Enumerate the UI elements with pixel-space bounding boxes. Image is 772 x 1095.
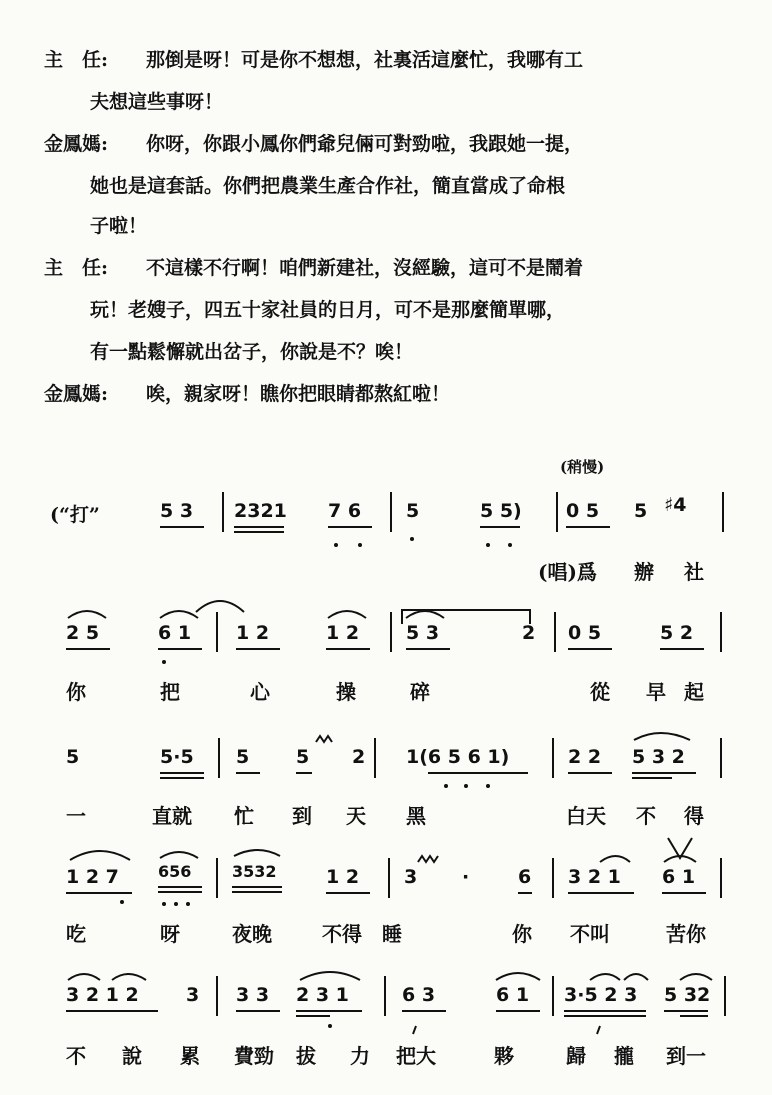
note: 5 xyxy=(296,746,310,768)
note: 3 xyxy=(404,866,418,888)
note: 1 2 xyxy=(326,622,360,644)
lyric: 把 xyxy=(160,680,180,704)
slur xyxy=(160,852,198,858)
lyric: 夜晚 xyxy=(232,922,272,946)
lyric: 不 xyxy=(636,804,656,828)
lyric: 社 xyxy=(684,560,704,584)
dialogue-speaker: 金鳳媽: xyxy=(44,133,109,155)
breath-mark xyxy=(597,1026,600,1034)
note: 5 xyxy=(406,500,420,522)
lyric: 從 xyxy=(590,680,610,704)
slur xyxy=(300,972,360,980)
slur xyxy=(234,850,280,856)
note: 6 xyxy=(518,866,532,888)
slur xyxy=(196,601,244,612)
lyric: 天 xyxy=(346,804,366,828)
note: 5 3 2 xyxy=(632,746,685,768)
note: 6 1 xyxy=(158,622,192,644)
slur xyxy=(112,974,146,980)
slur xyxy=(68,611,106,618)
note: 5 3 xyxy=(406,622,440,644)
note: 0 5 xyxy=(566,500,600,522)
note: 1 2 xyxy=(326,866,360,888)
note: 2 xyxy=(522,622,536,644)
lyric: 累 xyxy=(180,1044,200,1068)
lyric: 黑 xyxy=(406,804,426,828)
note: (“打” xyxy=(50,504,100,526)
dialogue-speaker: 金鳳媽: xyxy=(44,383,109,405)
tempo-marking: (稍慢) xyxy=(560,458,605,476)
note: 2 3 1 xyxy=(296,984,349,1006)
note: 5·5 xyxy=(160,746,194,768)
note: 3 2 1 xyxy=(568,866,621,888)
lyric: 不 xyxy=(66,1044,86,1068)
note: 5 xyxy=(66,746,80,768)
lyric: 白天 xyxy=(566,804,606,828)
lyric: 早 xyxy=(646,680,666,704)
slur xyxy=(680,974,712,980)
slur xyxy=(600,856,630,862)
lyric: 直就 xyxy=(152,804,192,828)
note: 3 3 xyxy=(236,984,270,1006)
lyric: 忙 xyxy=(234,804,254,828)
slur xyxy=(590,974,620,980)
dialogue-line: 子啦！ xyxy=(90,215,148,237)
dialogue-line: 你呀，你跟小鳳你們爺兒倆可對勁啦，我跟她一提， xyxy=(146,133,584,155)
lyric: 你 xyxy=(66,680,86,704)
slur xyxy=(328,611,366,618)
note: 5 xyxy=(236,746,250,768)
lyric: (唱)爲 xyxy=(538,560,597,584)
note: 5 3 xyxy=(160,500,194,522)
slur xyxy=(624,974,648,980)
trill-ornament xyxy=(316,736,332,742)
lyric: 辦 xyxy=(634,560,654,584)
note: 3·5 2 3 xyxy=(564,984,638,1006)
lyric: 說 xyxy=(122,1044,142,1068)
note: 3 xyxy=(186,984,200,1006)
dialogue-line: 她也是這套話。你們把農業生產合作社，簡直當成了命根 xyxy=(90,175,566,197)
lyric: 碎 xyxy=(410,680,430,704)
note: 0 5 xyxy=(568,622,602,644)
lyric: 歸 xyxy=(566,1044,586,1068)
lyric: 呀 xyxy=(160,922,180,946)
note: 6 1 xyxy=(496,984,530,1006)
note: 656 xyxy=(158,862,192,881)
note: 2 2 xyxy=(568,746,602,768)
slur xyxy=(634,733,690,740)
lyric: 一 xyxy=(66,804,86,828)
lyric: 夥 xyxy=(494,1044,514,1068)
lyric: 苦你 xyxy=(666,922,706,946)
note: 5 xyxy=(634,500,648,522)
lyric: 吃 xyxy=(66,922,86,946)
slur xyxy=(70,851,130,860)
note: ♯4 xyxy=(664,494,687,516)
lyric: 起 xyxy=(684,680,704,704)
dialogue-line: 那倒是呀！可是你不想想，社裏活這麼忙，我哪有工 xyxy=(146,49,584,71)
lyric: 拔 xyxy=(296,1044,316,1068)
lyric: 到一 xyxy=(666,1044,706,1068)
lyric: 把大 xyxy=(396,1044,436,1068)
note: 6 3 xyxy=(402,984,436,1006)
note: 3 2 1 2 xyxy=(66,984,139,1006)
lyric: 睡 xyxy=(382,922,402,946)
slur xyxy=(160,611,198,618)
lyric: 費勁 xyxy=(234,1044,274,1068)
dialogue-speaker: 主 任: xyxy=(44,257,109,279)
note: 5 2 xyxy=(660,622,694,644)
lyric: 操 xyxy=(336,680,356,704)
note: 2321 xyxy=(234,500,287,522)
breath-mark xyxy=(413,1026,416,1034)
note: 5 32 xyxy=(664,984,711,1006)
lyric: 心 xyxy=(250,680,270,704)
trill-ornament xyxy=(418,856,438,862)
slur xyxy=(496,973,540,980)
note: 2 xyxy=(352,746,366,768)
note: 1 2 7 xyxy=(66,866,119,888)
note: 1 2 xyxy=(236,622,270,644)
dialogue-speaker: 主 任: xyxy=(44,49,109,71)
note: 7 6 xyxy=(328,500,362,522)
dialogue-line: 有一點鬆懈就出岔子，你說是不？唉！ xyxy=(90,341,414,363)
dialogue-line: 唉，親家呀！瞧你把眼睛都熬紅啦！ xyxy=(146,383,451,405)
slur xyxy=(68,974,100,980)
dialogue-line: 夫想這些事呀！ xyxy=(90,91,224,113)
lyric: 攏 xyxy=(614,1044,634,1068)
lyric: 不叫 xyxy=(570,922,610,946)
note: · xyxy=(462,866,470,888)
note: 1(6 5 6 1) xyxy=(406,746,510,768)
dialogue-line: 玩！老嫂子，四五十家社員的日月，可不是那麼簡單哪， xyxy=(90,299,566,321)
note: 6 1 xyxy=(662,866,696,888)
lyric: 力 xyxy=(350,1044,370,1068)
lyric: 不得 xyxy=(322,922,362,946)
note: 2 5 xyxy=(66,622,100,644)
slur xyxy=(406,611,444,618)
lyric: 到 xyxy=(292,804,312,828)
note: 3532 xyxy=(232,862,277,881)
lyric: 你 xyxy=(512,922,532,946)
note: 5 5) xyxy=(480,500,522,522)
dialogue-line: 不這樣不行啊！咱們新建社，沒經驗，這可不是鬧着 xyxy=(146,257,584,279)
lyric: 得 xyxy=(684,804,704,828)
